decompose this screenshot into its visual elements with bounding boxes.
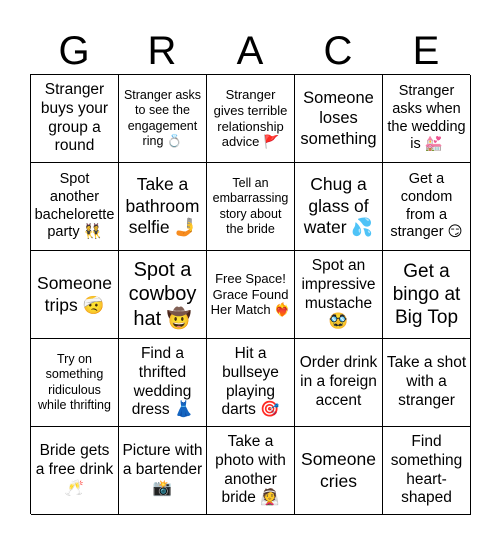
bingo-cell[interactable] bbox=[119, 251, 207, 339]
bingo-cell[interactable] bbox=[119, 163, 207, 251]
bingo-header bbox=[30, 28, 470, 74]
bingo-cell[interactable] bbox=[383, 75, 471, 163]
cell-text: Stranger asks to see the engagement ring 💍 bbox=[123, 88, 202, 148]
bingo-cell[interactable] bbox=[31, 339, 119, 427]
bingo-cell[interactable] bbox=[295, 163, 383, 251]
bingo-cell[interactable] bbox=[383, 427, 471, 515]
cell-text: Chug a glass of water 💦 bbox=[303, 174, 374, 238]
bingo-cell[interactable] bbox=[31, 163, 119, 251]
bingo-cell[interactable] bbox=[207, 163, 295, 251]
bingo-cell[interactable] bbox=[119, 427, 207, 515]
header-letter-g: G bbox=[58, 29, 90, 73]
cell-text: Try on something ridiculous while thrifting bbox=[38, 352, 111, 412]
bingo-cell[interactable] bbox=[383, 251, 471, 339]
bingo-cell[interactable] bbox=[31, 427, 119, 515]
cell-text: Get a bingo at Big Top bbox=[392, 260, 461, 329]
cell-text: Take a bathroom selfie 🤳 bbox=[125, 174, 200, 238]
header-letter-a: A bbox=[236, 29, 264, 73]
bingo-cell[interactable] bbox=[295, 75, 383, 163]
cell-text: Spot another bachelorette party 👯 bbox=[34, 171, 115, 241]
bingo-cell[interactable] bbox=[383, 163, 471, 251]
bingo-cell[interactable] bbox=[119, 339, 207, 427]
cell-text: Get a condom from a stranger 😏 bbox=[390, 171, 463, 241]
cell-text: Stranger asks when the wedding is 💒 bbox=[387, 83, 466, 153]
cell-text: Someone trips 🤕 bbox=[37, 273, 112, 315]
cell-text: Spot an impressive mustache 🥸 bbox=[301, 256, 376, 331]
bingo-cell[interactable] bbox=[207, 427, 295, 515]
bingo-cell[interactable] bbox=[207, 75, 295, 163]
cell-text: Tell an embarrassing story about the bride bbox=[212, 176, 289, 236]
bingo-cell[interactable] bbox=[31, 75, 119, 163]
cell-text: Take a photo with another bride 👰 bbox=[215, 432, 286, 507]
cell-text: Spot a cowboy hat 🤠 bbox=[128, 258, 197, 330]
cell-text: Order drink in a foreign accent bbox=[299, 354, 378, 409]
bingo-cell[interactable] bbox=[383, 339, 471, 427]
cell-text: Find a thrifted wedding dress 👗 bbox=[131, 344, 194, 419]
cell-text: Hit a bullseye playing darts 🎯 bbox=[221, 344, 280, 419]
bingo-cell[interactable] bbox=[207, 339, 295, 427]
cell-text: Stranger buys your group a round bbox=[40, 80, 109, 155]
cell-text: Someone cries bbox=[301, 449, 376, 491]
bingo-cell[interactable] bbox=[295, 427, 383, 515]
bingo-cell[interactable] bbox=[295, 251, 383, 339]
bingo-cell[interactable] bbox=[207, 251, 295, 339]
cell-text: Picture with a bartender 📸 bbox=[122, 442, 203, 497]
cell-text: Bride gets a free drink 🥂 bbox=[35, 442, 114, 497]
cell-text: Find something heart-shaped bbox=[390, 432, 463, 507]
cell-text: Stranger gives terrible relationship advice 🚩 bbox=[213, 86, 288, 150]
bingo-cell[interactable] bbox=[31, 251, 119, 339]
bingo-cell[interactable] bbox=[119, 75, 207, 163]
cell-text: Free Space! Grace Found Her Match ❤️‍🔥 bbox=[210, 270, 291, 318]
bingo-cell[interactable] bbox=[295, 339, 383, 427]
bingo-board bbox=[30, 74, 470, 514]
header-letter-c: C bbox=[323, 29, 353, 73]
header-letter-e: E bbox=[412, 29, 440, 73]
header-letter-r: R bbox=[147, 29, 177, 73]
cell-text: Take a shot with a stranger bbox=[386, 354, 467, 409]
cell-text: Someone loses something bbox=[300, 89, 377, 148]
